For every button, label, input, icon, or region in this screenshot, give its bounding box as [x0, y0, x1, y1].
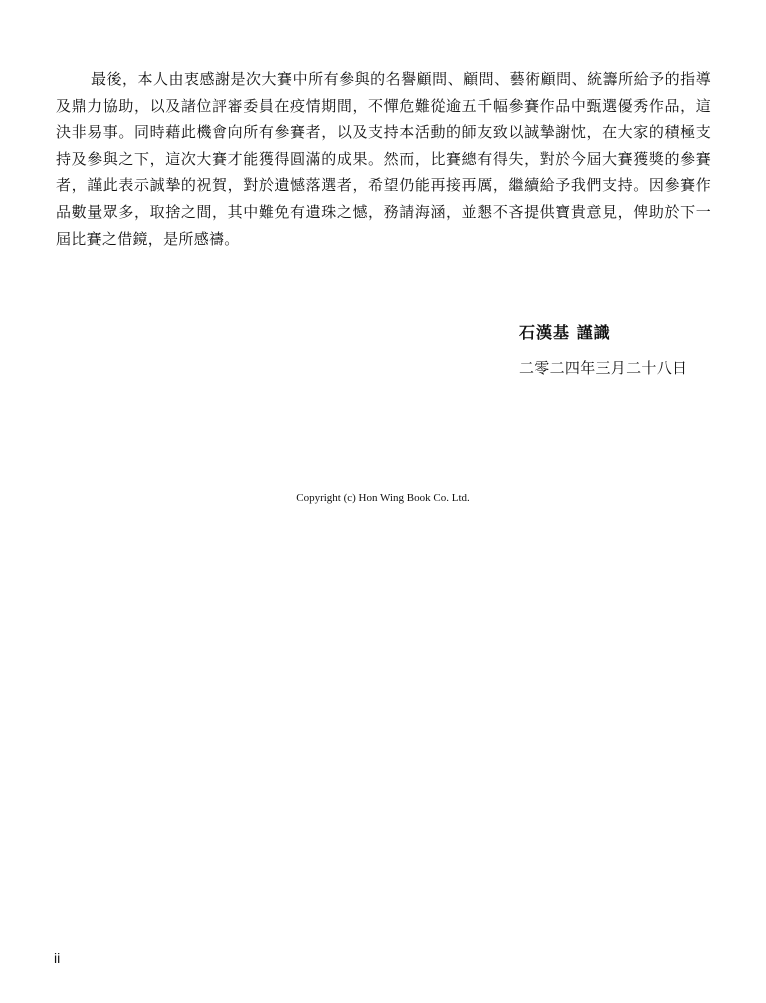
signature-date: 二零二四年三月二十八日 [519, 359, 688, 377]
body-paragraph: 最後，本人由衷感謝是次大賽中所有參與的名譽顧問、顧問、藝術顧問、統籌所給予的指導及鼎力協助，以及諸位評審委員在疫情期間，不憚危難從逾五千幅參賽作品中甄選優秀作品，這決非易事。同時藉此機會向所有參賽者，以及支持本活動的師友致以誠摯謝忱，在大家的積極支持及參與之下，這次大賽才能獲得圓滿的成果。然而，比賽總有得失，對於今屆大賽獲獎的參賽者，謹此表示誠摯的祝賀，對於遺憾落選者，希望仍能再接再厲，繼續給予我們支持。因參賽作品數量眾多，取捨之間，其中難免有遺珠之憾，務請海涵，並懇不吝提供寶貴意見，俾助於下一屆比賽之借鏡，是所感禱。 [56, 70, 711, 248]
page-number: ii [54, 950, 61, 966]
copyright-notice: Copyright (c) Hon Wing Book Co. Ltd. [296, 492, 470, 504]
signature-name: 石漢基 謹識 [519, 323, 611, 342]
